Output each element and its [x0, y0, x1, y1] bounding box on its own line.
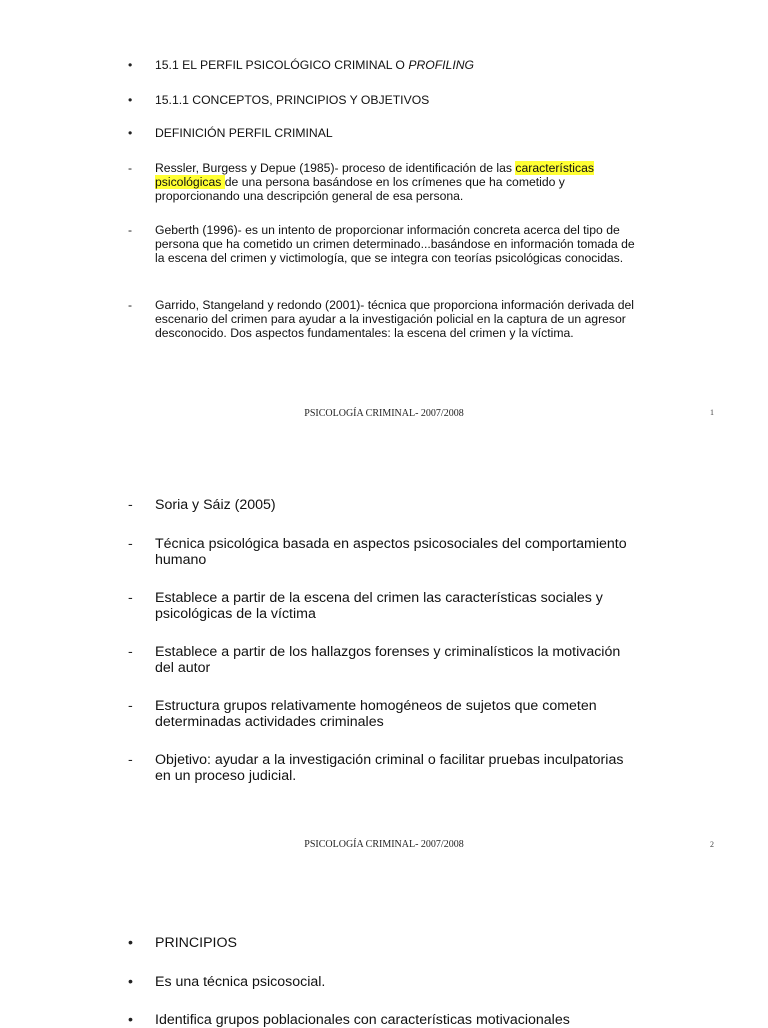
- dash-marker: -: [128, 223, 133, 237]
- definition-geberth: Geberth (1996)- es un intento de proporcionar información concreta acerca del tipo de persona que ha cometido un crimen determinado...basándose en información tomada de la escena del crimen y victimología, que se integra con teorías psicológicas conocidas.: [155, 223, 635, 265]
- point-victim: Establece a partir de la escena del crimen las características sociales y psicológicas de la víctima: [155, 590, 603, 622]
- bullet-marker: •: [128, 126, 133, 140]
- page-number: 2: [710, 840, 714, 849]
- dash-marker: -: [128, 536, 133, 552]
- highlighted-text: características psicológicas: [155, 161, 594, 189]
- definition-ressler: Ressler, Burgess y Depue (1985)- proceso de identificación de las características psicológicas de una persona basándose en los crímenes que ha cometido y proporcionando una descripción general de esa persona.: [155, 161, 594, 203]
- bullet-marker: •: [128, 974, 133, 990]
- definition-garrido: Garrido, Stangeland y redondo (2001)- técnica que proporciona información derivada del escenario del crimen para ayudar a la investigación policial en la captura de un agresor desconocido. Dos aspectos fundamentales: la escena del crimen y la víctima.: [155, 298, 634, 340]
- point-technique: Técnica psicológica basada en aspectos psicosociales del comportamiento humano: [155, 536, 627, 568]
- bullet-marker: •: [128, 935, 133, 951]
- heading-concepts: 15.1.1 CONCEPTOS, PRINCIPIOS Y OBJETIVOS: [155, 93, 430, 107]
- bullet-marker: •: [128, 1012, 133, 1028]
- heading-definition: DEFINICIÓN PERFIL CRIMINAL: [155, 126, 333, 140]
- heading-principles: PRINCIPIOS: [155, 935, 237, 951]
- dash-marker: -: [128, 590, 133, 606]
- dash-marker: -: [128, 698, 133, 714]
- bullet-marker: •: [128, 93, 133, 107]
- heading-profiling: 15.1 EL PERFIL PSICOLÓGICO CRIMINAL O PROFILING: [155, 58, 474, 72]
- dash-marker: -: [128, 497, 133, 513]
- point-groups: Estructura grupos relativamente homogéneos de sujetos que cometen determinadas actividades criminales: [155, 698, 597, 730]
- dash-marker: -: [128, 644, 133, 660]
- dash-marker: -: [128, 161, 133, 175]
- page-number: 1: [710, 408, 714, 417]
- principle-groups: Identifica grupos poblacionales con características motivacionales: [155, 1012, 570, 1028]
- point-objective: Objetivo: ayudar a la investigación criminal o facilitar pruebas inculpatorias en un proceso judicial.: [155, 752, 624, 784]
- page-footer: PSICOLOGÍA CRIMINAL- 2007/2008: [304, 839, 464, 850]
- point-motivation: Establece a partir de los hallazgos forenses y criminalísticos la motivación del autor: [155, 644, 621, 676]
- principle-psychosocial: Es una técnica psicosocial.: [155, 974, 326, 990]
- dash-marker: -: [128, 298, 133, 312]
- dash-marker: -: [128, 752, 133, 768]
- bullet-marker: •: [128, 58, 133, 72]
- source-soria: Soria y Sáiz (2005): [155, 497, 276, 513]
- page-footer: PSICOLOGÍA CRIMINAL- 2007/2008: [304, 408, 464, 419]
